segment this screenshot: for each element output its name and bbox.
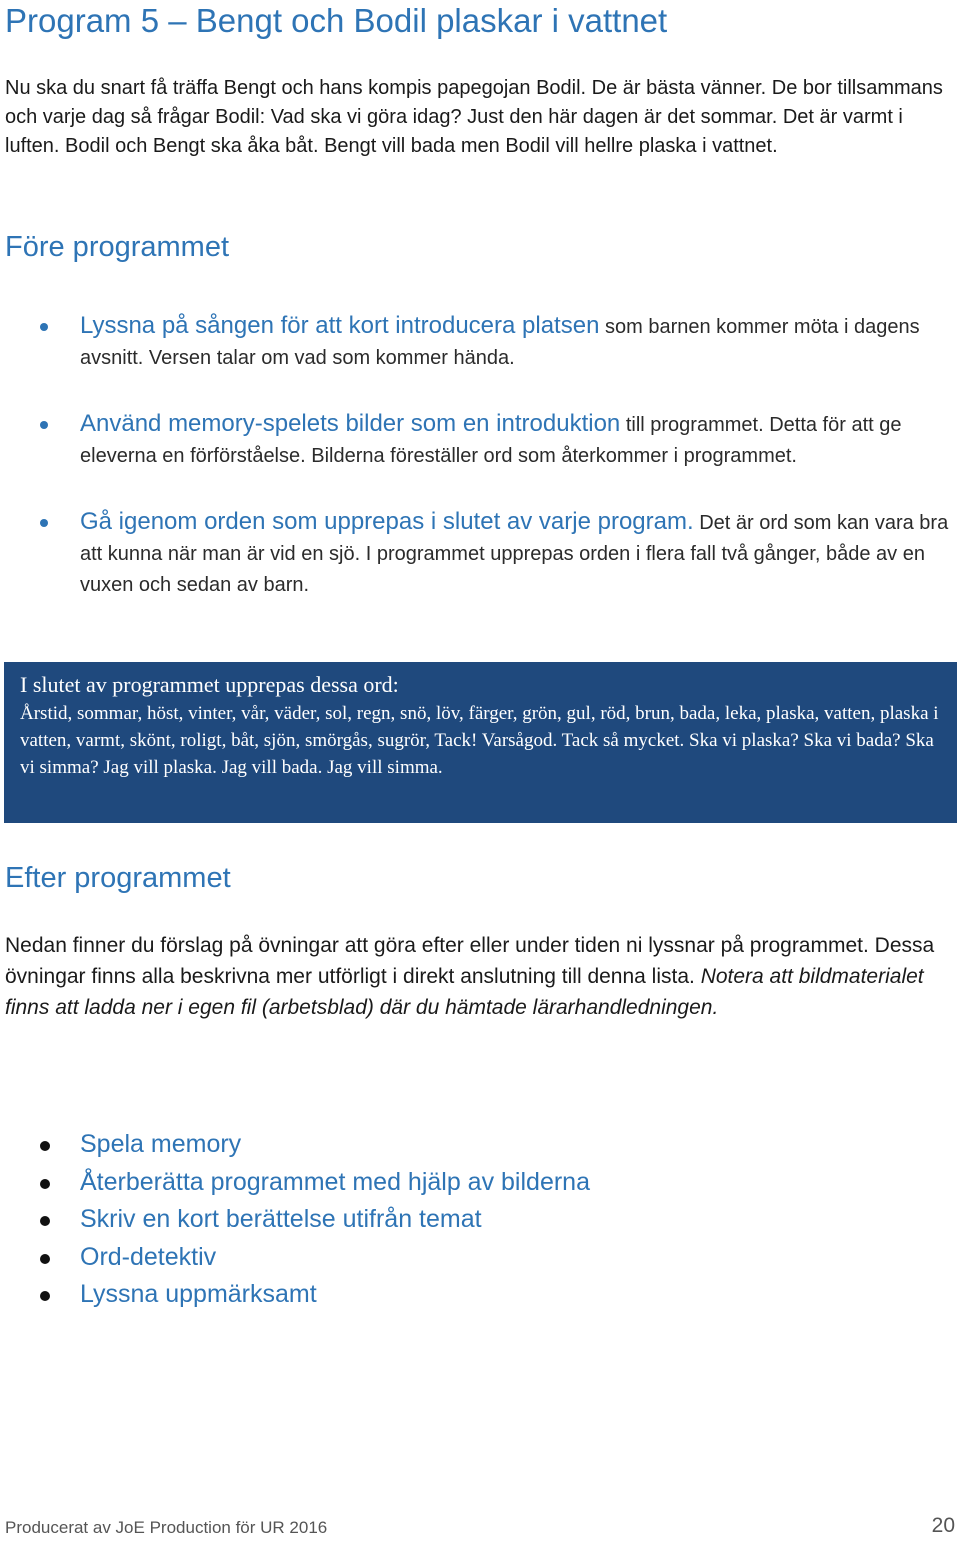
bullet-icon — [40, 323, 48, 331]
bullet-icon — [40, 1141, 50, 1151]
item-text: Skriv en kort berättelse utifrån temat — [80, 1205, 482, 1233]
list-item — [0, 1164, 955, 1202]
word-list: Årstid, sommar, höst, vinter, vår, väder, sol, regn, snö, löv, färger, grön, gul, röd, brun, bada, leka, plaska, vatten, plaska i vatten, varmt, skönt, roligt, båt, sjön, smörgås, sugrör, Tack! Varsågod. Tack så mycket. Ska vi plaska? Ska vi bada? Ska vi simma? Jag vill plaska. Jag vill bada. Jag vill simma. — [20, 703, 939, 778]
item-text: Det är ord som kan vara bra att kunna när man är vid en sjö. I programmet upprepas orden i flera fall två gånger, både av en vuxen och sedan av barn. — [80, 512, 949, 596]
item-lead: Lyssna på sången för att kort introducera platsen — [80, 312, 600, 339]
bullet-icon — [40, 1179, 50, 1189]
list-item — [0, 1276, 955, 1314]
list-item — [0, 1126, 955, 1164]
item-lead: Gå igenom orden som upprepas i slutet av varje program. — [80, 508, 694, 535]
footer-credit: Producerat av JoE Production för UR 2016 — [5, 1518, 328, 1537]
item-text: Spela memory — [80, 1130, 242, 1158]
page-title: Program 5 – Bengt och Bodil plaskar i vattnet — [5, 2, 668, 39]
after-note: Notera att bildmaterialet finns att ladda ner i egen fil (arbetsblad) där du hämtade lärarhandledningen. — [5, 965, 924, 1019]
after-heading: Efter programmet — [5, 862, 231, 894]
list-item — [0, 310, 955, 374]
before-list — [0, 310, 960, 635]
list-item — [0, 506, 955, 601]
word-list-title: I slutet av programmet upprepas dessa ord: — [20, 672, 399, 697]
bullet-icon — [40, 519, 48, 527]
bullet-icon — [40, 421, 48, 429]
list-item — [0, 1201, 955, 1239]
page-number: 20 — [931, 1514, 955, 1537]
word-list-box — [4, 662, 957, 823]
after-text: Nedan finner du förslag på övningar att göra efter eller under tiden ni lyssnar på programmet. Dessa övningar finns alla beskrivna mer utförligt i direkt anslutning till denna lista. — [5, 934, 935, 988]
item-text: som barnen kommer möta i dagens avsnitt. Versen talar om vad som kommer hända. — [80, 316, 920, 369]
item-text: till programmet. Detta för att ge eleverna en förförståelse. Bilderna föreställer ord som återkommer i programmet. — [80, 414, 902, 467]
item-text: Återberätta programmet med hjälp av bilderna — [80, 1167, 590, 1196]
after-paragraph — [5, 930, 950, 1023]
before-heading: Före programmet — [5, 231, 230, 263]
bullet-icon — [40, 1254, 50, 1264]
bullet-icon — [40, 1291, 50, 1301]
list-item — [0, 1239, 955, 1277]
item-text: Ord-detektiv — [80, 1242, 217, 1271]
list-item — [0, 408, 955, 472]
bullet-icon — [40, 1216, 50, 1226]
intro-paragraph: Nu ska du snart få träffa Bengt och hans kompis papegojan Bodil. De är bästa vänner. De bor tillsammans och varje dag så frågar Bodil: Vad ska vi göra idag? Just den här dagen är det sommar. Det är varmt i luften. Bodil och Bengt ska åka båt. Bengt vill bada men Bodil vill hellre plaska i vattnet. — [5, 77, 943, 157]
item-text: Lyssna uppmärksamt — [80, 1280, 317, 1308]
after-list — [0, 1126, 960, 1314]
item-lead: Använd memory-spelets bilder som en introduktion — [80, 410, 621, 437]
